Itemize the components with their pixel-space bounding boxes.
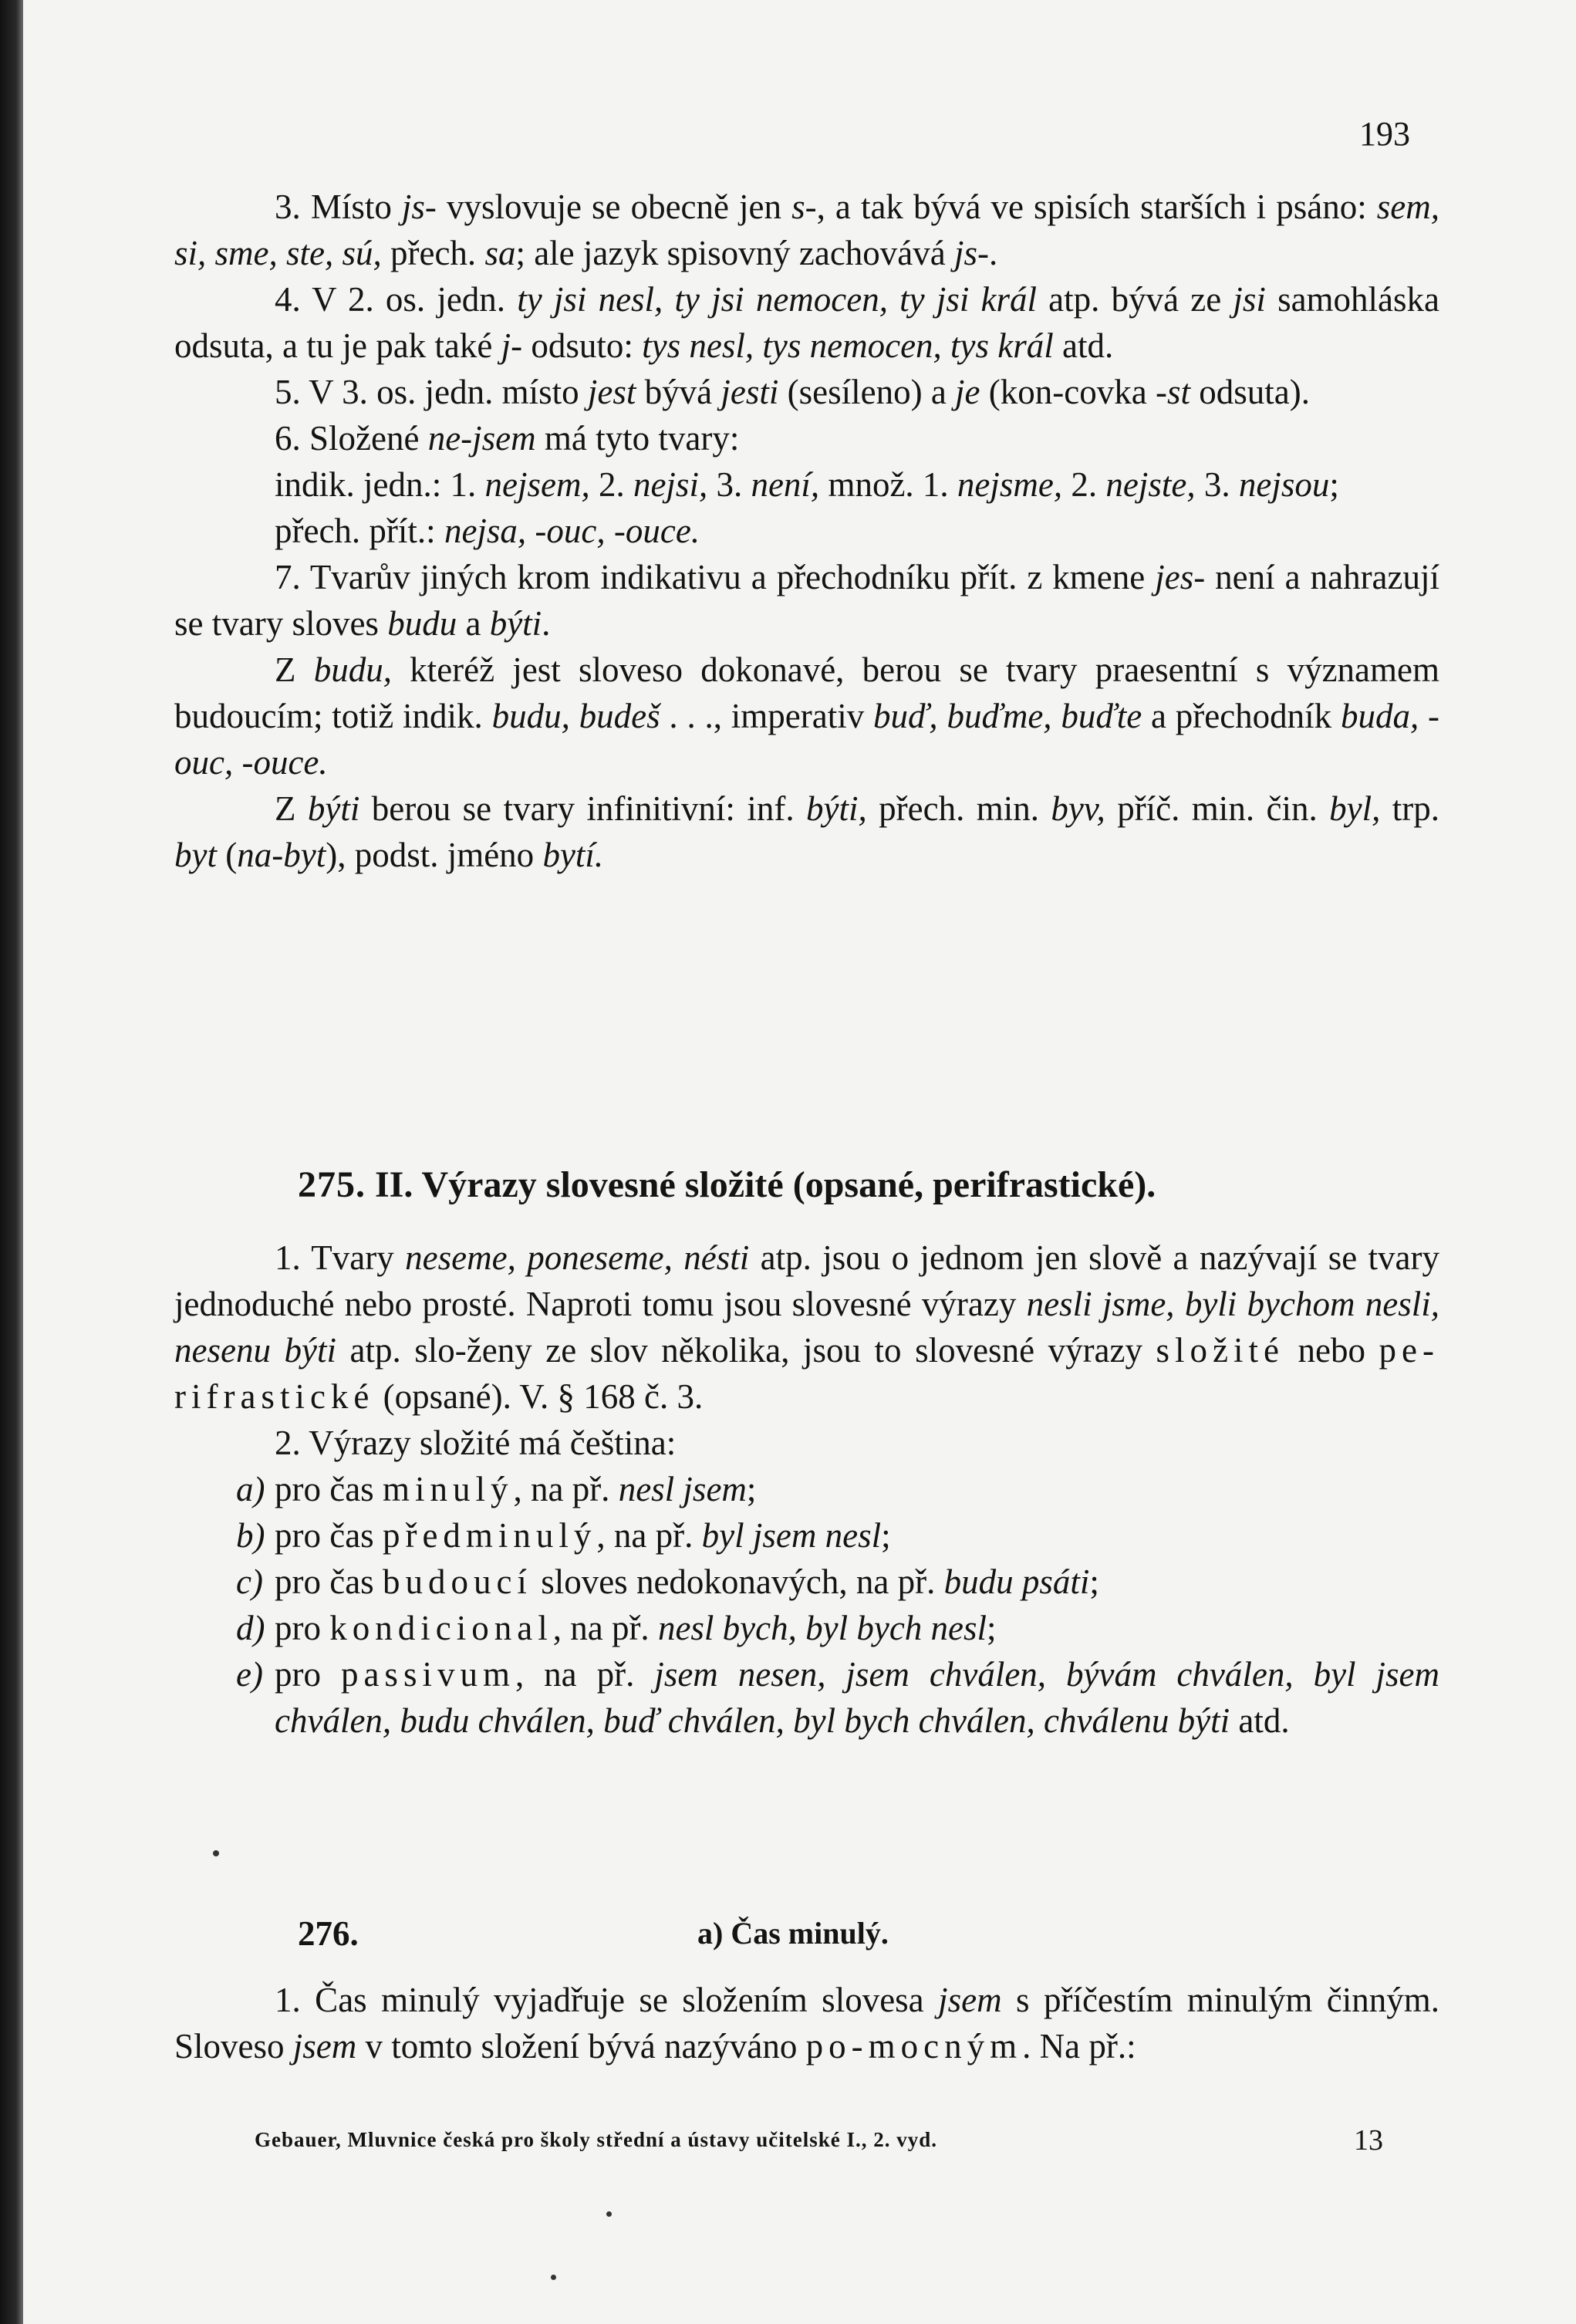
text-block-upper <box>174 184 1439 878</box>
list-item-text: nesl jsem <box>618 1470 747 1508</box>
para-7-budu: Z budu, kteréž jest sloveso dokonavé, berou se tvary praesentní s významem budoucím; totiž indik. budu, budeš . . ., imperativ buď, buďme, buďte a přechodník buda, -ouc, -ouce. <box>174 650 1440 782</box>
book-spine-shadow <box>0 0 23 2324</box>
list-item-text: ; <box>746 1470 757 1508</box>
section-276-para-1: 1. Čas minulý vyjadřuje se složením slovesa jsem s příčestím minulým činným. Sloveso jsem v tomto složení bývá nazýváno po-mocným. Na př.: <box>174 1981 1440 2066</box>
list-item-text: předminulý <box>382 1516 597 1555</box>
para-6-participle: přech. přít.: nejsa, -ouc, -ouce. <box>275 512 700 550</box>
list-item-text: budoucí <box>382 1562 532 1601</box>
list-item <box>174 1559 1439 1605</box>
list-item-text: , na př. <box>513 1470 619 1508</box>
para-6: 6. Složené ne-jsem má tyto tvary: <box>275 419 740 458</box>
para-5: 5. V 3. os. jedn. místo jest bývá jesti (sesíleno) a je (kon-covka -st odsuta). <box>275 373 1310 411</box>
section-276-number: 276. <box>298 1914 359 1953</box>
page-number: 193 <box>1359 115 1410 153</box>
list-item-label: d) <box>236 1609 265 1647</box>
para-3: 3. Místo js- vyslovuje se obecně jen s-, a tak bývá ve spisích starších i psáno: sem, si, sme, ste, sú, přech. sa; ale jazyk spisovný zachovává js-. <box>174 187 1439 272</box>
speck <box>551 2275 556 2280</box>
list-item-text: pro čas <box>275 1470 383 1508</box>
list-item-text: ; <box>881 1516 891 1555</box>
section-275-para-1: 1. Tvary neseme, poneseme, nésti atp. jsou o jednom jen slově a nazývají se tvary jednoduché nebo prosté. Naproti tomu jsou slovesné výrazy nesli jsme, byli bychom nesli, nesenu býti atp. slo-ženy ze slov několika, jsou to slovesné výrazy složité nebo pe-rifrastické (opsané). V. § 168 č. 3. <box>174 1238 1440 1416</box>
section-275-heading: 275. II. Výrazy slovesné složité (opsané, perifrastické). <box>298 1164 1156 1205</box>
section-276-title: a) Čas minulý. <box>697 1916 889 1951</box>
footer-imprint: Gebauer, Mluvnice česká pro školy střední a ústavy učitelské I., 2. vyd. <box>255 2128 938 2151</box>
book-page <box>23 0 1576 2324</box>
list-item-text: minulý <box>382 1470 514 1508</box>
list-item-text: , na př. <box>596 1516 702 1555</box>
text-block-276 <box>174 1977 1439 2069</box>
list-item-e: e) pro passivum, na př. jsem nesen, jsem chválen, bývám chválen, byl jsem chválen, budu chválen, buď chválen, byl bych chválen, chválenu býti atd. <box>236 1655 1439 1740</box>
text-block-275 <box>174 1235 1439 1744</box>
list-item-text: pro <box>275 1609 330 1647</box>
para-7-byti: Z býti berou se tvary infinitivní: inf. býti, přech. min. byv, příč. min. čin. byl, trp. byt (na-byt), podst. jméno bytí. <box>174 789 1439 874</box>
list-item-text: pro čas <box>275 1562 383 1601</box>
list-item-text: budu psáti <box>943 1562 1090 1601</box>
section-275-list <box>174 1466 1439 1651</box>
list-item-label: c) <box>236 1562 263 1601</box>
list-item-label: a) <box>236 1470 265 1508</box>
footer-signature: 13 <box>1354 2124 1383 2157</box>
list-item-text: byl jsem nesl <box>701 1516 882 1555</box>
list-item-text: sloves nedokonavých, na př. <box>532 1562 944 1601</box>
list-item-text: ; <box>1089 1562 1099 1601</box>
section-275-para-2: 2. Výrazy složité má čeština: <box>275 1424 677 1462</box>
speck <box>606 2211 612 2217</box>
para-7: 7. Tvarův jiných krom indikativu a přechodníku přít. z kmene jes- není a nahrazují se tvary sloves budu a býti. <box>174 558 1440 643</box>
list-item-text: , na př. <box>552 1609 658 1647</box>
list-item <box>174 1512 1439 1559</box>
list-item-text: pro čas <box>275 1516 383 1555</box>
para-6-indicative: indik. jedn.: 1. nejsem, 2. nejsi, 3. není, množ. 1. nejsme, 2. nejste, 3. nejsou; <box>275 465 1339 504</box>
para-4: 4. V 2. os. jedn. ty jsi nesl, ty jsi nemocen, ty jsi král atp. bývá ze jsi samohláska odsuta, a tu je pak také j- odsuto: tys nesl, tys nemocen, tys král atd. <box>174 280 1440 365</box>
list-item-text: ; <box>987 1609 997 1647</box>
list-item <box>174 1466 1439 1512</box>
list-item <box>174 1605 1439 1651</box>
list-item-label: b) <box>236 1516 265 1555</box>
list-item-text: nesl bych, byl bych nesl <box>657 1609 987 1647</box>
speck <box>213 1850 219 1856</box>
list-item-text: kondicional <box>329 1609 553 1647</box>
